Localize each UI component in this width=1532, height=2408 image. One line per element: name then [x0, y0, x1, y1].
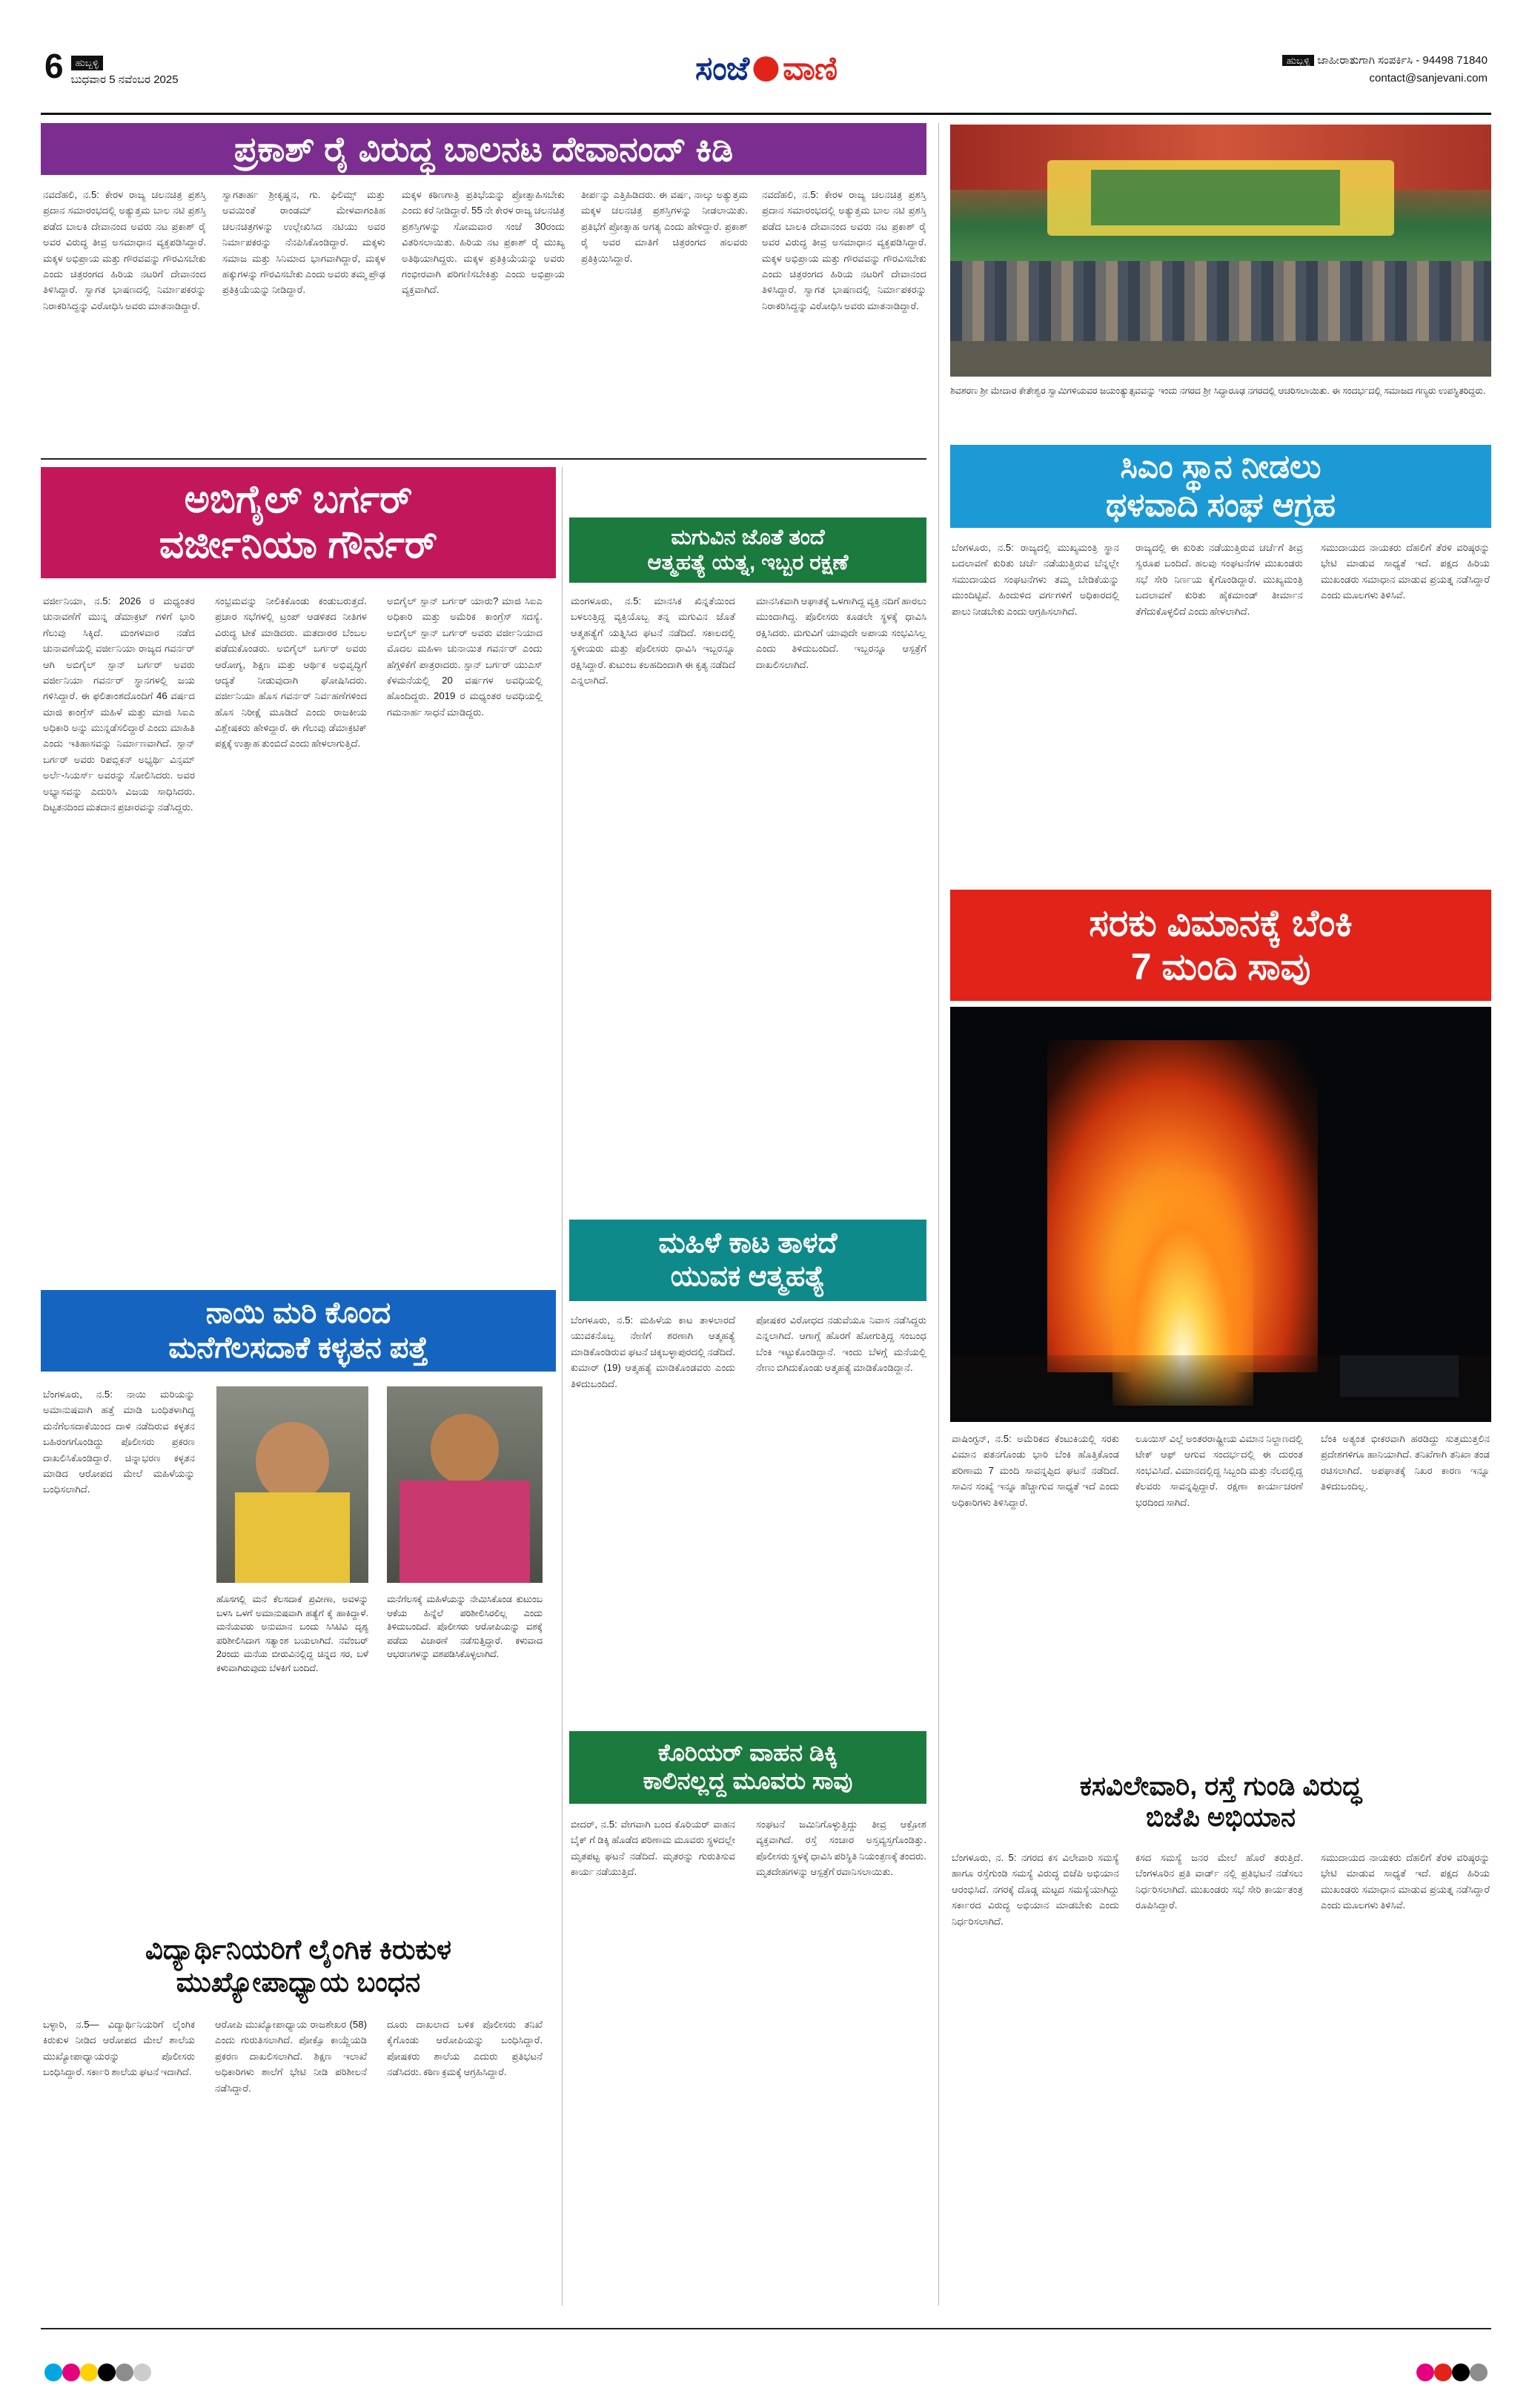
housemaid-photo-caption-2: ಮನೆಗೆಲಸಕ್ಕೆ ಮಹಿಳೆಯನ್ನು ನೇಮಿಸಿಕೊಂಡ ಕುಟುಂಬ ಆಕೆಯ ಹಿನ್ನೆಲೆ ಪರಿಶೀಲಿಸಿರಲಿಲ್ಲ ಎಂದು ತಿಳಿದುಬಂದಿದೆ. ಪೊಲೀಸರು ಆರೋಪಿಯನ್ನು ವಶಕ್ಕೆ ಪಡೆದು ವಿಚಾರಣೆ ನಡೆಸುತ್ತಿದ್ದಾರೆ. ಕಳುವಾದ ಆಭರಣಗಳನ್ನು ವಶಪಡಿಸಿಕೊಳ್ಳಲಾಗಿದೆ.: [387, 1594, 543, 1660]
edition-label-right: ಹುಬ್ಬಳ್ಳಿ: [1282, 55, 1314, 66]
top-photo-caption: ಶಿವಶರಣ ಶ್ರೀ ಮೇದಾರ ಕೇತೇಶ್ವರ ಸ್ವಾಮಿಗಳಿಯವರ ಜಯಂತ್ಯುತ್ಸವವನ್ನು ಇಂದು ನಗರದ ಶ್ರೀ ಸಿದ್ಧಾರೂಢ ನಗರದಲ್ಲಿ ಆಚರಿಸಲಾಯಿತು. ಈ ಸಂದರ್ಭದಲ್ಲಿ ಸಮಾಜದ ಗಣ್ಯರು ಉಪಸ್ಥಿತರಿದ್ದರು.: [950, 386, 1486, 396]
maguvina-headline-line1: ಮಗುವಿನ ಜೊತೆ ತಂದೆ: [671, 525, 825, 549]
dog-col-1: ಬೆಂಗಳೂರು, ನ.5: ನಾಯಿ ಮರಿಯನ್ನು ಅಮಾನುಷವಾಗಿ ಹತ್ತೆ ಮಾಡಿ ಬಂಧಿತಳಾಗಿದ್ದ ಮನೆಗೆಲಸದಾಕೆಯಿಂದ ದಾಳಿ ನಡೆದಿರುವ ಕಳ್ಳತನ ಬಹಿರಂಗಗೊಂಡಿದ್ದು ಪೊಲೀಸರು ಪ್ರಕರಣ ದಾಖಲಿಸಿಕೊಂಡಿದ್ದಾರೆ. ಚಿನ್ನಾಭರಣ ಕಳ್ಳತನ ಮಾಡಿದ ಆರೋಪದ ಮೇಲೆ ಮಹಿಳೆಯನ್ನು ಬಂಧಿಸಲಾಗಿದೆ.: [43, 1389, 195, 1495]
student-headline-line2: ಮುಖ್ಯೋಪಾಧ್ಯಾಯ ಬಂಧನ: [176, 1967, 421, 1997]
courier-headline-line2: ಕಾಲಿನಲ್ಲದ್ದ ಮೂವರು ಸಾವು: [643, 1767, 853, 1794]
masthead: [0, 44, 1532, 108]
housemaid-photo-1: [216, 1386, 368, 1583]
courier-headline: [569, 1731, 926, 1804]
maguvina-headline-line2: ಆತ್ಮಹತ್ಯೆ ಯತ್ನ, ಇಬ್ಬರ ರಕ್ಷಣೆ: [647, 551, 849, 575]
abigail-headline-line2: ವರ್ಜೀನಿಯಾ ಗೌರ್ನರ್: [159, 523, 438, 566]
mahila-headline: [569, 1220, 926, 1301]
mahila-col-1: ಬೆಂಗಳೂರು, ನ.5: ಮಹಿಳೆಯ ಕಾಟ ತಾಳಲಾರದೆ ಯುವಕನೊಬ್ಬ ನೇಣಿಗೆ ಶರಣಾಗಿ ಆತ್ಮಹತ್ಯೆ ಮಾಡಿಕೊಂಡಿರುವ ಘಟನೆ ಚಿಕ್ಕಬಳ್ಳಾಪುರದಲ್ಲಿ ನಡೆದಿದೆ. ಕುಮಾರ್ (19) ಆತ್ಮಹತ್ಯೆ ಮಾಡಿಕೊಂಡವರು ಎಂದು ತಿಳಿದುಬಂದಿದೆ.: [571, 1314, 735, 1389]
dog-headline: [41, 1290, 556, 1372]
lead-col-5: ನವದೆಹಲಿ, ನ.5: ಕೇರಳ ರಾಜ್ಯ ಚಲನಚಿತ್ರ ಪ್ರಶಸ್ತಿ ಪ್ರದಾನ ಸಮಾರಂಭದಲ್ಲಿ ಅತ್ಯುತ್ತಮ ಬಾಲ ನಟಿ ಪ್ರಶಸ್ತಿ ಪಡೆದ ಬಾಲಕಿ ದೇವಾನಂದ ಅವರು ನಟ ಪ್ರಕಾಶ್ ರೈ ಅವರ ವಿರುದ್ಧ ತೀವ್ರ ಅಸಮಾಧಾನ ವ್ಯಕ್ತಪಡಿಸಿದ್ದಾರೆ. ಮಕ್ಕಳ ಅಭಿಪ್ರಾಯ ಮತ್ತು ಗೌರವವನ್ನು ಗೌರವಿಸಬೇಕು ಎಂದು ಚಿತ್ರರಂಗದ ಹಿರಿಯ ನಟರಿಗೆ ದೇವಾನಂದ ತಿಳಿಸಿದ್ದಾರೆ. ಸ್ವಾಗತ ಭಾಷಣದಲ್ಲಿ ನಿರ್ಮಾಪಕರನ್ನು ನಿರಾಕರಿಸಿದ್ದನ್ನು ವಿರೋಧಿಸಿ ಅವರು ಮಾತನಾಡಿದ್ದಾರೆ.: [762, 189, 926, 311]
student-headline: [41, 1928, 556, 2005]
cargo-headline-line1: ಸರಕು ವಿಮಾನಕ್ಕೆ ಬೆಂಕಿ: [1089, 902, 1353, 944]
cm-col-2: ರಾಜ್ಯದಲ್ಲಿ ಈ ಕುರಿತು ನಡೆಯುತ್ತಿರುವ ಚರ್ಚೆಗೆ ತೀವ್ರ ಸ್ವರೂಪ ಬಂದಿದೆ. ಹಲವು ಸಂಘಟನೆಗಳ ಮುಖಂಡರು ಸಭೆ ಸೇರಿ ನಿರ್ಣಯ ಕೈಗೊಂಡಿದ್ದಾರೆ. ಮುಖ್ಯಮಂತ್ರಿ ಬದಲಾವಣೆ ಕುರಿತು ಹೈಕಮಾಂಡ್ ತೀರ್ಮಾನ ತೆಗೆದುಕೊಳ್ಳಲಿದೆ ಎಂದು ಹೇಳಲಾಗಿದೆ.: [1135, 542, 1303, 617]
masthead-rule: [41, 113, 1491, 115]
abigail-col-2: ಸಂಭ್ರಮವನ್ನು ನೀಲಿಕಿಕೊಂಡು ಕಂಡುಬರುತ್ತದೆ. ಪ್ರಚಾರ ಸಭೆಗಳಲ್ಲಿ ಟ್ರಂಪ್ ಆಡಳಿತದ ನೀತಿಗಳ ವಿರುದ್ಧ ಟೀಕೆ ಮಾಡಿದರು. ಮತದಾರರ ಬೆಂಬಲ ಪಡೆದುಕೊಂಡರು. ಅಬಿಗೈಲ್ ಬರ್ಗರ್ ಅವರು ಆರೋಗ್ಯ, ಶಿಕ್ಷಣ ಮತ್ತು ಆರ್ಥಿಕ ಅಭಿವೃದ್ಧಿಗೆ ಆದ್ಯತೆ ನೀಡುವುದಾಗಿ ಘೋಷಿಸಿದರು. ವರ್ಜೀನಿಯಾ ಹೊಸ ಗವರ್ನರ್ ನಿರ್ವಹಣೆಗಳಿಂದ ಹೊಸ ನಿರೀಕ್ಷೆ ಮೂಡಿದೆ ಎಂದು ರಾಜಕೀಯ ವಿಶ್ಲೇಷಕರು ಹೇಳಿದ್ದಾರೆ. ಈ ಗೆಲುವು ಡೆಮಾಕ್ರಟಿಕ್ ಪಕ್ಷಕ್ಕೆ ಉತ್ಸಾಹ ತುಂಬಿದೆ ಎಂದು ಹೇಳಲಾಗುತ್ತಿದೆ.: [215, 595, 367, 750]
lead-col-3: ಮಕ್ಕಳ ಕಠಿಣಗಾತ್ರಿ ಪ್ರತಿಭೆಯನ್ನು ಪ್ರೋತ್ಸಾಹಿಸಬೇಕು ಎಂದು ಕರೆ ನೀಡಿದ್ದಾರೆ. 55 ನೇ ಕೇರಳ ರಾಜ್ಯ ಚಲನಚಿತ್ರ ಪ್ರಶಸ್ತಿಗಳನ್ನು ಸೋಮವಾರ ಸಂಜೆ 30ರಂದು ವಿತರಿಸಲಾಯಿತು. ಹಿರಿಯ ನಟ ಪ್ರಕಾಶ್ ರೈ ಮುಖ್ಯ ಅತಿಥಿಯಾಗಿದ್ದರು. ಮಕ್ಕಳ ಪ್ರತಿಕ್ರಿಯೆಯನ್ನು ಅವರು ಗಂಭೀರವಾಗಿ ಪರಿಗಣಿಸಬೇಕಿತ್ತು ಎಂದು ಅಭಿಪ್ರಾಯ ವ್ಯಕ್ತವಾಗಿದೆ.: [402, 189, 565, 296]
cargo-col-1: ವಾಷಿಂಗ್ಟನ್, ನ.5: ಅಮೆರಿಕದ ಕೆಂಟುಕಿಯಲ್ಲಿ ಸರಕು ವಿಮಾನ ಪತನಗೊಂಡು ಭಾರಿ ಬೆಂಕಿ ಹೊತ್ತಿಕೊಂಡ ಪರಿಣಾಮ 7 ಮಂದಿ ಸಾವನ್ನಪ್ಪಿದ ಘಟನೆ ನಡೆದಿದೆ. ಸಾವಿನ ಸಂಖ್ಯೆ ಇನ್ನೂ ಹೆಚ್ಚಾಗುವ ಸಾಧ್ಯತೆ ಇದೆ ಎಂದು ಅಧಿಕಾರಿಗಳು ತಿಳಿಸಿದ್ದಾರೆ.: [952, 1433, 1119, 1508]
masthead-date-block: [71, 49, 179, 88]
masthead-logo: [695, 50, 837, 87]
maguvina-col-1: ಮಂಗಳೂರು, ನ.5: ಮಾನಸಿಕ ಖಿನ್ನತೆಯಿಂದ ಬಳಲುತ್ತಿದ್ದ ವ್ಯಕ್ತಿಯೊಬ್ಬ ತನ್ನ ಮಗುವಿನ ಜೊತೆ ಆತ್ಮಹತ್ಯೆಗೆ ಯತ್ನಿಸಿದ ಘಟನೆ ನಡೆದಿದೆ. ಸಕಾಲದಲ್ಲಿ ಸ್ಥಳೀಯರು ಮತ್ತು ಪೊಲೀಸರು ಧಾವಿಸಿ ಇಬ್ಬರನ್ನೂ ರಕ್ಷಿಸಿದ್ದಾರೆ. ಕುಟುಂಬ ಕಲಹದಿಂದಾಗಿ ಈ ಕೃತ್ಯ ನಡೆದಿದೆ ಎನ್ನಲಾಗಿದೆ.: [571, 595, 735, 686]
email-contact: contact@sanjevani.com: [1369, 72, 1488, 85]
abigail-headline: [41, 467, 556, 578]
bjp-headline-line1: ಕಸವಿಲೇವಾರಿ, ರಸ್ತೆ ಗುಂಡಿ ವಿರುದ್ಧ: [1079, 1770, 1362, 1801]
bjp-col-3: ಸಮುದಾಯದ ನಾಯಕರು ದೆಹಲಿಗೆ ತೆರಳಿ ವರಿಷ್ಠರನ್ನು ಭೇಟಿ ಮಾಡುವ ಸಾಧ್ಯತೆ ಇದೆ. ಪಕ್ಷದ ಹಿರಿಯ ಮುಖಂಡರು ಸಮಾಧಾನ ಮಾಡುವ ಪ್ರಯತ್ನ ನಡೆಸಿದ್ದಾರೆ ಎಂದು ಮೂಲಗಳು ತಿಳಿಸಿವೆ.: [1321, 1852, 1490, 1911]
edition-label-left: ಹುಬ್ಬಳ್ಳಿ: [71, 56, 103, 70]
student-headline-line1: ವಿದ್ಯಾರ್ಥಿನಿಯರಿಗೆ ಲೈಂಗಿಕ ಕಿರುಕುಳ: [145, 1934, 451, 1965]
masthead-left: [44, 49, 179, 88]
cm-col-1: ಬೆಂಗಳೂರು, ನ.5: ರಾಜ್ಯದಲ್ಲಿ ಮುಖ್ಯಮಂತ್ರಿ ಸ್ಥಾನ ಬದಲಾವಣೆ ಕುರಿತು ಚರ್ಚೆ ನಡೆಯುತ್ತಿರುವ ಬೆನ್ನಲ್ಲೇ ಸಮುದಾಯದ ಸಂಘಟನೆಗಳು ತಮ್ಮ ಬೇಡಿಕೆಯನ್ನು ಮುಂದಿಟ್ಟಿವೆ. ಹಿಂದುಳಿದ ವರ್ಗಗಳಿಗೆ ಅಧಿಕಾರದಲ್ಲಿ ಪಾಲು ನೀಡಬೇಕು ಎಂದು ಆಗ್ರಹಿಸಲಾಗಿದೆ.: [952, 542, 1119, 617]
column-divider-2: [938, 123, 939, 2306]
logo-dot-icon: [753, 56, 778, 82]
footer-rule: [41, 2328, 1491, 2329]
courier-headline-line1: ಕೊರಿಯರ್ ವಾಹನ ಡಿಕ್ಕಿ: [657, 1739, 838, 1767]
courier-col-1: ಬೀದರ್, ನ.5: ವೇಗವಾಗಿ ಬಂದ ಕೊರಿಯರ್ ವಾಹನ ಬೈಕ್ ಗೆ ಡಿಕ್ಕಿ ಹೊಡೆದ ಪರಿಣಾಮ ಮೂವರು ಸ್ಥಳದಲ್ಲೇ ಮೃತಪಟ್ಟ ಘಟನೆ ನಡೆದಿದೆ. ಮೃತರನ್ನು ಗುರುತಿಸುವ ಕಾರ್ಯ ನಡೆಯುತ್ತಿದೆ.: [571, 1819, 735, 1878]
cm-headline: [950, 445, 1491, 528]
logo-text-vani: ವಾಣಿ: [783, 50, 838, 87]
housemaid-photo-2: [387, 1386, 543, 1583]
bjp-headline-line2: ಬಿಜೆಪಿ ಅಭಿಯಾನ: [1145, 1802, 1296, 1832]
abigail-col-1: ವರ್ಜೀನಿಯಾ, ನ.5: 2026 ರ ಮಧ್ಯಂತರ ಚುನಾವಣೆಗೆ ಮುನ್ನ ಡೆಮಾಕ್ರಟ್ ಗಳಿಗೆ ಭಾರಿ ಗೆಲುವು ಸಿಕ್ಕಿದೆ. ಮಂಗಳವಾರ ನಡೆದ ಚುನಾವಣೆಯಲ್ಲಿ ವರ್ಜೀನಿಯಾ ರಾಜ್ಯದ ಗವರ್ನರ್ ಆಗಿ ಅಬಿಗೈಲ್ ಸ್ಪಾನ್ ಬರ್ಗರ್ ಅವರು ವರ್ಜೀನಿಯಾ ಗವರ್ನರ್ ಸ್ಥಾನಗಳಲ್ಲಿ ಜಯ ಗಳಿಸಿದ್ದಾರೆ. ಈ ಫಲಿತಾಂಶದೊಂದಿಗೆ 46 ವರ್ಷದ ಮಾಜಿ ಕಾಂಗ್ರೆಸ್ ಮಹಿಳೆ ಮತ್ತು ಮಾಜಿ ಸಿಐಎ ಅಧಿಕಾರಿ ಅನ್ನು ಮುನ್ನಡೆಸಲಿದ್ದಾರೆ ಎಂದು ಮಾಹಿತಿ ಎಂದು ಇತಿಹಾಸವನ್ನು ನಿರ್ಮಾಣವಾಗಿದೆ. ಸ್ಪಾನ್ ಬರ್ಗರ್ ಅವರು ರಿಪಬ್ಲಿಕನ್ ಅಭ್ಯರ್ಥಿ ವಿನ್ಸಮ್ ಅರ್ಲೆ-ಸಿಯರ್ಸ್ ಅವರನ್ನು ಸೋಲಿಸಿದರು. ಅವರ ಅಭ್ಯಾಸವನ್ನು ಎದುರಿಸಿ ವಿಜಯ ಸಾಧಿಸಿದರು. ದಿಟ್ಟತನದಿಂದ ಮತದಾನ ಪ್ರಚಾರವನ್ನು ನಡೆಸಿದ್ದರು.: [43, 595, 195, 813]
maguvina-col-2: ಮಾನಸಿಕವಾಗಿ ಆಘಾತಕ್ಕೆ ಒಳಗಾಗಿದ್ದ ವ್ಯಕ್ತಿ ನದಿಗೆ ಹಾರಲು ಮುಂದಾಗಿದ್ದ. ಪೊಲೀಸರು ಕೂಡಲೇ ಸ್ಥಳಕ್ಕೆ ಧಾವಿಸಿ ರಕ್ಷಿಸಿದರು. ಮಗುವಿಗೆ ಯಾವುದೇ ಅಪಾಯ ಸಂಭವಿಸಿಲ್ಲ ಎಂದು ತಿಳಿದುಬಂದಿದೆ. ಇಬ್ಬರನ್ನೂ ಆಸ್ಪತ್ರೆಗೆ ದಾಖಲಿಸಲಾಗಿದೆ.: [756, 595, 926, 670]
housemaid-photo-caption-1: ಹೊಸಗಲ್ಲಿ ಮನೆ ಕೆಲಸದಾಕೆ ಪ್ರವೀಣಾ, ಅವಳನ್ನು ಬಳಸಿ ಒಳಗೆ ಅಮಾನುಷವಾಗಿ ಹತ್ಯೆಗೆ ಕೈ ಹಾಕಿದ್ದಾಳೆ. ಮನೆಯವರು ಅನುಮಾನ ಬಂದು ಸಿಸಿಟಿವಿ ದೃಶ್ಯ ಪರಿಶೀಲಿಸಿದಾಗ ಸತ್ಯಾಂಶ ಬಯಲಾಗಿದೆ. ನವೆಂಬರ್ 2ರಂದು ಮನೆಯ ಬೀರುವಿನಲ್ಲಿದ್ದ ಚಿನ್ನದ ಸರ, ಬಳೆ ಕಳುವಾಗಿರುವುದು ಬೆಳಕಿಗೆ ಬಂದಿದೆ.: [216, 1594, 368, 1674]
mahila-headline-line2: ಯುವಕ ಆತ್ಮಹತ್ಯೆ: [670, 1261, 826, 1292]
cargo-col-2: ಲೂಯಿಸ್ ವಿಲ್ಲೆ ಅಂತರರಾಷ್ಟ್ರೀಯ ವಿಮಾನ ನಿಲ್ದಾಣದಲ್ಲಿ ಟೇಕ್ ಆಫ್ ಆಗುವ ಸಂದರ್ಭದಲ್ಲಿ ಈ ದುರಂತ ಸಂಭವಿಸಿದೆ. ವಿಮಾನದಲ್ಲಿದ್ದ ಸಿಬ್ಬಂದಿ ಮತ್ತು ನೆಲದಲ್ಲಿದ್ದ ಕೆಲವರು ಸಾವನ್ನಪ್ಪಿದ್ದಾರೆ. ರಕ್ಷಣಾ ಕಾರ್ಯಾಚರಣೆ ಭರದಿಂದ ಸಾಗಿದೆ.: [1135, 1433, 1303, 1508]
maguvina-headline: [569, 517, 926, 583]
lead-headline: ಪ್ರಕಾಶ್ ರೈ ವಿರುದ್ಧ ಬಾಲನಟ ದೇವಾನಂದ್ ಕಿಡಿ: [41, 123, 926, 175]
divider-1: [41, 458, 926, 460]
lead-col-1: ನವದೆಹಲಿ, ನ.5: ಕೇರಳ ರಾಜ್ಯ ಚಲನಚಿತ್ರ ಪ್ರಶಸ್ತಿ ಪ್ರದಾನ ಸಮಾರಂಭದಲ್ಲಿ ಅತ್ಯುತ್ತಮ ಬಾಲ ನಟಿ ಪ್ರಶಸ್ತಿ ಪಡೆದ ಬಾಲಕಿ ದೇವಾನಂದ ಅವರು ನಟ ಪ್ರಕಾಶ್ ರೈ ಅವರ ವಿರುದ್ಧ ತೀವ್ರ ಅಸಮಾಧಾನ ವ್ಯಕ್ತಪಡಿಸಿದ್ದಾರೆ. ಮಕ್ಕಳ ಅಭಿಪ್ರಾಯ ಮತ್ತು ಗೌರವವನ್ನು ಗೌರವಿಸಬೇಕು ಎಂದು ಚಿತ್ರರಂಗದ ಹಿರಿಯ ನಟರಿಗೆ ದೇವಾನಂದ ತಿಳಿಸಿದ್ದಾರೆ. ಸ್ವಾಗತ ಭಾಷಣದಲ್ಲಿ ನಿರ್ಮಾಪಕರನ್ನು ನಿರಾಕರಿಸಿದ್ದನ್ನು ವಿರೋಧಿಸಿ ಅವರು ಮಾತನಾಡಿದ್ದಾರೆ.: [43, 189, 206, 311]
ad-contact-line: ಜಾಹೀರಾತುಗಾಗಿ ಸಂಪರ್ಕಿಸಿ - 94498 71840: [1317, 54, 1488, 67]
cargo-headline: [950, 890, 1491, 1001]
bjp-col-2: ಕಸದ ಸಮಸ್ಯೆ ಜನರ ಮೇಲೆ ಹೊರೆ ತರುತ್ತಿದೆ. ಬೆಂಗಳೂರಿನ ಪ್ರತಿ ವಾರ್ಡ್ ನಲ್ಲಿ ಪ್ರತಿಭಟನೆ ನಡೆಸಲು ನಿರ್ಧರಿಸಲಾಗಿದೆ. ಮುಖಂಡರು ಸಭೆ ಸೇರಿ ಕಾರ್ಯತಂತ್ರ ರೂಪಿಸಿದ್ದಾರೆ.: [1135, 1852, 1303, 1911]
abigail-headline-line1: ಅಬಿಗೈಲ್ ಬರ್ಗರ್: [184, 477, 413, 521]
lead-col-2: ಸ್ವಾಗತಾರ್ಹ ಶ್ರೀಕೃಷ್ಣನ, ಗು. ಫಿಲಿಮ್ಸ್ ಮತ್ತು ಅವಯಿಂತೆ ರಾಂಡಮ್ ಮೇಳವಾಗಂತಿಹ ಚಲನಚಿತ್ರಗಳನ್ನು ಉಲ್ಲೇಖಿಸಿದ ನಟಿಯು ಅವರ ನಿರ್ಮಾಪಕರನ್ನು ನೆನಪಿಸಿಕೊಂಡಿದ್ದಾರೆ. ಮಕ್ಕಳು ಸಮಾಜ ಮತ್ತು ಸಿನಿಮಾದ ಭಾಗವಾಗಿದ್ದಾರೆ, ಮಕ್ಕಳ ಹಕ್ಕುಗಳನ್ನು ಗೌರವಿಸಬೇಕು ಎಂದು ಅವರು ತಮ್ಮ ಪ್ರೌಢ ಪ್ರತಿಕ್ರಿಯೆಯನ್ನು ನೀಡಿದ್ದಾರೆ.: [222, 189, 385, 296]
top-group-photo: [950, 125, 1491, 377]
abigail-col-3: ಅಬಿಗೈಲ್ ಸ್ಪಾನ್ ಬರ್ಗರ್ ಯಾರು? ಮಾಜಿ ಸಿಐಎ ಅಧಿಕಾರಿ ಮತ್ತು ಅಮೆರಿಕ ಕಾಂಗ್ರೆಸ್ ಸದಸ್ಯೆ. ಅಬಿಗೈಲ್ ಸ್ಪಾನ್ ಬರ್ಗರ್ ಅವರು ವರ್ಜೀನಿಯಾದ ಮೊದಲ ಮಹಿಳಾ ಚುನಾಯಿತ ಗವರ್ನರ್ ಎಂದು ಹೆಗ್ಗಳಿಕೆಗೆ ಪಾತ್ರರಾದರು. ಸ್ಪಾನ್ ಬರ್ಗರ್ ಯುಎಸ್ ಕೆಳಮನೆಯಲ್ಲಿ 20 ವರ್ಷಗಳ ಅವಧಿಯಲ್ಲಿ ಹೊಂದಿದ್ದರು. 2019 ರ ಮಧ್ಯಂತರ ಅವಧಿಯಲ್ಲಿ ಗಮನಾರ್ಹ ಸಾಧನೆ ಮಾಡಿದ್ದರು.: [387, 595, 543, 718]
page-number: 6: [44, 47, 64, 85]
mahila-col-2: ಪೋಷಕರ ವಿರೋಧದ ನಡುವೆಯೂ ನಿವಾಸ ನಡೆಸಿದ್ದರು ಎನ್ನಲಾಗಿದೆ. ಆಗಾಗ್ಗೆ ಹೊರಗೆ ಹೋಗುತ್ತಿದ್ದ ಸಂಬಂಧ ಬೆಂಕಿ ಇಟ್ಟುಕೊಂಡಿದ್ದಾನೆ. ಇಂದು ಬೆಳಗ್ಗೆ ಮನೆಯಲ್ಲಿ ನೇಣು ಬಿಗಿದುಕೊಂಡು ಆತ್ಮಹತ್ಯೆ ಮಾಡಿಕೊಂಡಿದ್ದಾನೆ.: [756, 1314, 926, 1374]
dog-headline-line1: ನಾಯಿ ಮರಿ ಕೊಂದ: [205, 1296, 391, 1329]
cm-headline-line1: ಸಿಎಂ ಸ್ಥಾನ ನೀಡಲು: [1120, 449, 1322, 486]
cargo-fire-photo: [950, 1007, 1491, 1422]
cm-headline-line2: ಥಳವಾದಿ ಸಂಘ ಆಗ್ರಹ: [1105, 487, 1336, 523]
column-divider-1: [562, 467, 563, 2306]
courier-col-2: ಸಂಘಟನೆ ಜಮಿನಿಗೊಳ್ಳುತ್ತಿದ್ದು ತೀವ್ರ ಆಕ್ರೋಶ ವ್ಯಕ್ತವಾಗಿದೆ. ರಸ್ತೆ ಸಂಚಾರ ಅಸ್ತವ್ಯಸ್ತಗೊಂಡಿತ್ತು. ಪೊಲೀಸರು ಸ್ಥಳಕ್ಕೆ ಧಾವಿಸಿ ಪರಿಸ್ಥಿತಿ ನಿಯಂತ್ರಣಕ್ಕೆ ತಂದರು. ಮೃತದೇಹಗಳನ್ನು ಆಸ್ಪತ್ರೆಗೆ ರವಾನಿಸಲಾಯಿತು.: [756, 1819, 926, 1878]
logo-text-sanje: ಸಂಜೆ: [694, 50, 749, 87]
dog-headline-line2: ಮನೆಗೆಲಸದಾಕೆ ಕಳ್ಳತನ ಪತ್ತೆ: [168, 1332, 428, 1364]
color-swatches-left: [44, 2364, 151, 2381]
cargo-col-3: ಬೆಂಕಿ ಅತ್ಯಂತ ಭೀಕರವಾಗಿ ಹರಡಿದ್ದು ಸುತ್ತಮುತ್ತಲಿನ ಪ್ರದೇಶಗಳಿಗೂ ಹಾನಿಯಾಗಿದೆ. ತನಿಖೆಗಾಗಿ ತನಿಖಾ ತಂಡ ರಚಿಸಲಾಗಿದೆ. ಅಪಘಾತಕ್ಕೆ ನಿಖರ ಕಾರಣ ಇನ್ನೂ ತಿಳಿದುಬಂದಿಲ್ಲ.: [1321, 1433, 1490, 1492]
edition-date-left: ಬುಧವಾರ 5 ನವೆಂಬರ 2025: [70, 73, 179, 86]
student-col-3: ದೂರು ದಾಖಲಾದ ಬಳಿಕ ಪೊಲೀಸರು ತನಿಖೆ ಕೈಗೊಂಡು ಆರೋಪಿಯನ್ನು ಬಂಧಿಸಿದ್ದಾರೆ. ಪೋಷಕರು ಶಾಲೆಯ ಎದುರು ಪ್ರತಿಭಟನೆ ನಡೆಸಿದರು. ಕಠಿಣ ಕ್ರಮಕ್ಕೆ ಆಗ್ರಹಿಸಿದ್ದಾರೆ.: [387, 2019, 543, 2078]
cm-col-3: ಸಮುದಾಯದ ನಾಯಕರು ದೆಹಲಿಗೆ ತೆರಳಿ ವರಿಷ್ಠರನ್ನು ಭೇಟಿ ಮಾಡುವ ಸಾಧ್ಯತೆ ಇದೆ. ಪಕ್ಷದ ಹಿರಿಯ ಮುಖಂಡರು ಸಮಾಧಾನ ಮಾಡುವ ಪ್ರಯತ್ನ ನಡೆಸಿದ್ದಾರೆ ಎಂದು ಮೂಲಗಳು ತಿಳಿಸಿವೆ.: [1321, 542, 1490, 601]
cargo-headline-line2: 7 ಮಂದಿ ಸಾವು: [1130, 946, 1311, 988]
mahila-headline-line1: ಮಹಿಳೆ ಕಾಟ ತಾಳದೆ: [658, 1228, 838, 1260]
bjp-headline: [950, 1764, 1491, 1839]
lead-col-4: ತೀರ್ಪನ್ನು ಎತ್ತಿಹಿಡಿದರು. ಈ ವರ್ಷ, ನಾಲ್ಕು ಅತ್ಯುತ್ತಮ ಮಕ್ಕಳ ಚಲನಚಿತ್ರ ಪ್ರಶಸ್ತಿಗಳನ್ನು ನೀಡಲಾಯಿತು. ಪ್ರತಿಭೆಗೆ ಪ್ರೋತ್ಸಾಹ ಅಗತ್ಯ ಎಂದು ಹೇಳಿದ್ದಾರೆ. ಪ್ರಕಾಶ್ ರೈ ಅವರ ಮಾತಿಗೆ ಚಿತ್ರರಂಗದ ಹಲವರು ಪ್ರತಿಕ್ರಿಯಿಸಿದ್ದಾರೆ.: [581, 189, 748, 264]
student-col-1: ಬಳ್ಳಾರಿ, ನ.5— ವಿದ್ಯಾರ್ಥಿನಿಯರಿಗೆ ಲೈಂಗಿಕ ಕಿರುಕುಳ ನೀಡಿದ ಆರೋಪದ ಮೇಲೆ ಶಾಲೆಯ ಮುಖ್ಯೋಪಾಧ್ಯಾಯರನ್ನು ಪೊಲೀಸರು ಬಂಧಿಸಿದ್ದಾರೆ. ಸರ್ಕಾರಿ ಶಾಲೆಯ ಘಟನೆ ಇದಾಗಿದೆ.: [43, 2019, 195, 2078]
student-col-2: ಆರೋಪಿ ಮುಖ್ಯೋಪಾಧ್ಯಾಯ ರಾಜಶೇಖರ (58) ಎಂದು ಗುರುತಿಸಲಾಗಿದೆ. ಪೋಕ್ಸೊ ಕಾಯ್ದೆಯಡಿ ಪ್ರಕರಣ ದಾಖಲಿಸಲಾಗಿದೆ. ಶಿಕ್ಷಣ ಇಲಾಖೆ ಅಧಿಕಾರಿಗಳು ಶಾಲೆಗೆ ಭೇಟಿ ನೀಡಿ ಪರಿಶೀಲನೆ ನಡೆಸಿದ್ದಾರೆ.: [215, 2019, 367, 2094]
masthead-right: [1282, 52, 1488, 87]
bjp-col-1: ಬೆಂಗಳೂರು, ನ. 5: ನಗರದ ಕಸ ವಿಲೇವಾರಿ ಸಮಸ್ಯೆ ಹಾಗೂ ರಸ್ತೆಗುಂಡಿ ಸಮಸ್ಯೆ ವಿರುದ್ಧ ಬಿಜೆಪಿ ಅಭಿಯಾನ ಆರಂಭಿಸಿದೆ. ನಗರಕ್ಕೆ ದೊಡ್ಡ ಮಟ್ಟದ ಸಮಸ್ಯೆಯಾಗಿದ್ದು ಸರ್ಕಾರದ ವಿರುದ್ಧ ಅಭಿಯಾನ ಮಾಡಬೇಕು ಎಂದು ನಿರ್ಧರಿಸಲಾಗಿದೆ.: [952, 1852, 1119, 1927]
color-swatches-right: [1416, 2364, 1488, 2381]
